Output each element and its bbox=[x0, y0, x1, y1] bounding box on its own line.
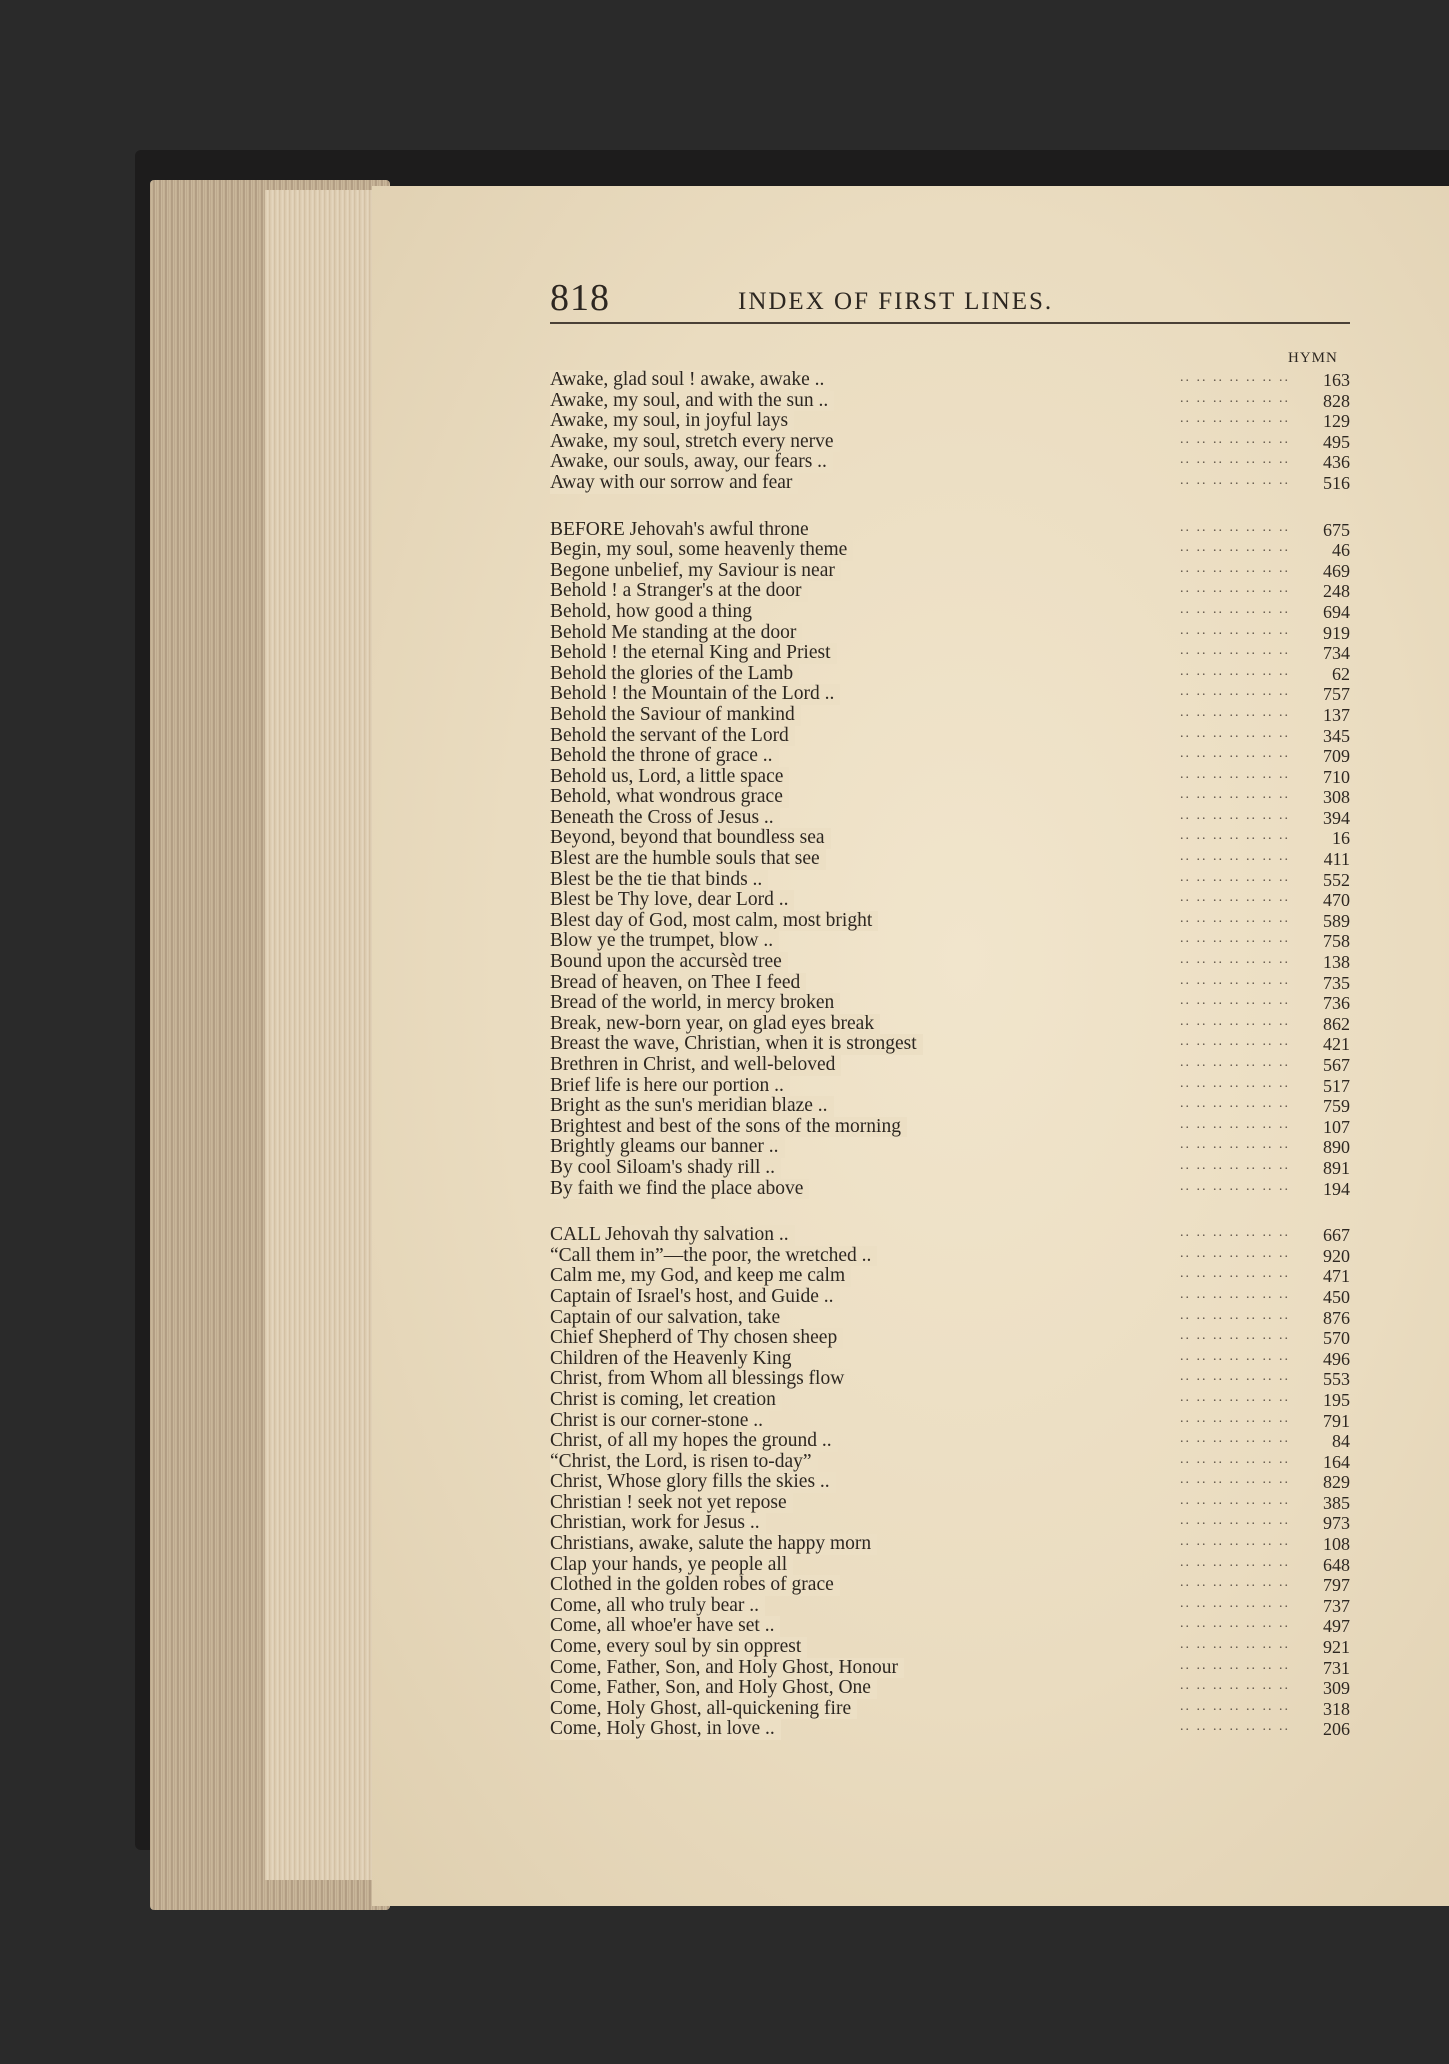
hymn-number: 495 bbox=[1323, 431, 1350, 452]
hymn-number: 734 bbox=[1323, 643, 1350, 664]
leader-dots: .. .. .. .. .. .. .. bbox=[1180, 972, 1290, 988]
index-entry bbox=[550, 1137, 1350, 1158]
first-line: Bright as the sun's meridian blaze .. bbox=[550, 1096, 834, 1117]
hymn-number: 206 bbox=[1323, 1719, 1350, 1740]
leader-dots: .. .. .. .. .. .. .. bbox=[1180, 890, 1290, 906]
page-block-edges bbox=[265, 190, 375, 1880]
index-entry bbox=[550, 581, 1350, 602]
index-entry bbox=[550, 391, 1350, 412]
leader-dots: .. .. .. .. .. .. .. bbox=[1180, 1096, 1290, 1112]
first-line: Bread of heaven, on Thee I feed bbox=[550, 973, 806, 994]
leader-dots: .. .. .. .. .. .. .. bbox=[1180, 1369, 1290, 1385]
index-entry bbox=[550, 1411, 1350, 1432]
index-entry bbox=[550, 473, 1350, 494]
leader-dots: .. .. .. .. .. .. .. bbox=[1180, 663, 1290, 679]
index-entry bbox=[550, 1719, 1350, 1740]
hymn-number: 552 bbox=[1323, 869, 1350, 890]
first-line: Awake, my soul, in joyful lays bbox=[550, 411, 794, 432]
leader-dots: .. .. .. .. .. .. .. bbox=[1180, 849, 1290, 865]
running-title: INDEX OF FIRST LINES. bbox=[738, 288, 1054, 315]
index-entry bbox=[550, 746, 1350, 767]
hymn-number: 737 bbox=[1323, 1595, 1350, 1616]
hymn-number: 107 bbox=[1323, 1116, 1350, 1137]
hymn-number: 567 bbox=[1323, 1055, 1350, 1075]
first-line: Beyond, beyond that boundless sea bbox=[550, 828, 831, 849]
hymn-number: 876 bbox=[1323, 1307, 1350, 1328]
hymn-number: 921 bbox=[1323, 1637, 1350, 1658]
first-line: Behold the Saviour of mankind bbox=[550, 705, 801, 726]
hymn-number: 450 bbox=[1323, 1286, 1350, 1307]
leader-dots: .. .. .. .. .. .. .. bbox=[1180, 540, 1290, 556]
first-line: Bread of the world, in mercy broken bbox=[550, 993, 840, 1014]
first-line: Brightly gleams our banner .. bbox=[550, 1137, 785, 1158]
first-line: CALL Jehovah thy salvation .. bbox=[550, 1225, 795, 1246]
index-entry bbox=[550, 1096, 1350, 1117]
index-entry bbox=[550, 1076, 1350, 1097]
leader-dots: .. .. .. .. .. .. .. bbox=[1180, 622, 1290, 638]
index-entry bbox=[550, 828, 1350, 849]
index-entry bbox=[550, 664, 1350, 685]
leader-dots: .. .. .. .. .. .. .. bbox=[1180, 1286, 1290, 1302]
index-entry bbox=[550, 1637, 1350, 1658]
index-entry bbox=[550, 1472, 1350, 1493]
header-rule bbox=[550, 322, 1350, 324]
first-line: Behold ! the Mountain of the Lord .. bbox=[550, 684, 840, 705]
leader-dots: .. .. .. .. .. .. .. bbox=[1180, 1328, 1290, 1344]
hymn-number: 694 bbox=[1323, 601, 1350, 622]
hymn-number: 421 bbox=[1323, 1034, 1350, 1055]
index-list bbox=[550, 370, 1350, 1740]
leader-dots: .. .. .. .. .. .. .. bbox=[1180, 411, 1290, 427]
hymn-number: 675 bbox=[1323, 519, 1350, 540]
index-entry bbox=[550, 1555, 1350, 1576]
first-line: Behold the glories of the Lamb bbox=[550, 664, 799, 685]
first-line: Come, Father, Son, and Holy Ghost, Honour bbox=[550, 1658, 904, 1679]
first-line: Come, Father, Son, and Holy Ghost, One bbox=[550, 1678, 877, 1699]
leader-dots: .. .. .. .. .. .. .. bbox=[1180, 370, 1290, 385]
index-entry bbox=[550, 890, 1350, 911]
index-entry bbox=[550, 540, 1350, 561]
first-line: Christ, from Whom all blessings flow bbox=[550, 1369, 850, 1390]
leader-dots: .. .. .. .. .. .. .. bbox=[1180, 1055, 1290, 1070]
first-line: Breast the wave, Christian, when it is strongest bbox=[550, 1034, 923, 1055]
first-line: Brethren in Christ, and well-beloved bbox=[550, 1055, 841, 1076]
leader-dots: .. .. .. .. .. .. .. bbox=[1180, 601, 1290, 617]
index-entry bbox=[550, 952, 1350, 973]
index-entry bbox=[550, 705, 1350, 726]
index-entry bbox=[550, 1055, 1350, 1076]
index-entry bbox=[550, 1575, 1350, 1596]
hymn-number: 309 bbox=[1323, 1678, 1350, 1699]
hymn-number: 862 bbox=[1323, 1013, 1350, 1034]
hymn-number: 469 bbox=[1323, 560, 1350, 581]
first-line: Come, Holy Ghost, in love .. bbox=[550, 1719, 781, 1740]
leader-dots: .. .. .. .. .. .. .. bbox=[1180, 1513, 1290, 1529]
leader-dots: .. .. .. .. .. .. .. bbox=[1180, 1225, 1290, 1241]
leader-dots: .. .. .. .. .. .. .. bbox=[1180, 787, 1290, 803]
hymn-number: 731 bbox=[1323, 1657, 1350, 1678]
hymn-number: 920 bbox=[1323, 1245, 1350, 1266]
first-line: Beneath the Cross of Jesus .. bbox=[550, 808, 780, 829]
hymn-number: 195 bbox=[1323, 1389, 1350, 1410]
leader-dots: .. .. .. .. .. .. .. bbox=[1180, 643, 1290, 659]
first-line: Come, all whoe'er have set .. bbox=[550, 1616, 780, 1637]
first-line: Awake, our souls, away, our fears .. bbox=[550, 452, 833, 473]
hymn-number: 497 bbox=[1323, 1616, 1350, 1637]
hymn-number: 919 bbox=[1323, 622, 1350, 643]
leader-dots: .. .. .. .. .. .. .. bbox=[1180, 1554, 1290, 1570]
hymn-number: 517 bbox=[1323, 1075, 1350, 1096]
index-entry bbox=[550, 1014, 1350, 1035]
hymn-number: 308 bbox=[1323, 787, 1350, 808]
hymn-number: 108 bbox=[1323, 1534, 1350, 1555]
index-entry bbox=[550, 1266, 1350, 1287]
index-entry bbox=[550, 602, 1350, 623]
hymn-number: 757 bbox=[1323, 684, 1350, 705]
first-line: Come, all who truly bear .. bbox=[550, 1596, 765, 1617]
index-entry bbox=[550, 684, 1350, 705]
hymn-number: 553 bbox=[1323, 1369, 1350, 1390]
index-entry bbox=[550, 1390, 1350, 1411]
hymn-number: 62 bbox=[1332, 663, 1350, 684]
hymn-number: 194 bbox=[1323, 1178, 1350, 1199]
leader-dots: .. .. .. .. .. .. .. bbox=[1180, 1034, 1290, 1050]
leader-dots: .. .. .. .. .. .. .. bbox=[1180, 1348, 1290, 1364]
leader-dots: .. .. .. .. .. .. .. bbox=[1180, 1472, 1290, 1488]
index-entry bbox=[550, 1431, 1350, 1452]
index-entry bbox=[550, 1179, 1350, 1200]
first-line: Behold ! the eternal King and Priest bbox=[550, 643, 837, 664]
leader-dots: .. .. .. .. .. .. .. bbox=[1180, 1595, 1290, 1611]
index-entry bbox=[550, 1328, 1350, 1349]
first-line: Behold the throne of grace .. bbox=[550, 746, 779, 767]
first-line: Blest be the tie that binds .. bbox=[550, 870, 768, 891]
hymn-number: 648 bbox=[1323, 1554, 1350, 1575]
hymn-number: 891 bbox=[1323, 1157, 1350, 1178]
leader-dots: .. .. .. .. .. .. .. bbox=[1180, 1678, 1290, 1694]
hymn-number: 471 bbox=[1323, 1266, 1350, 1287]
first-line: Brief life is here our portion .. bbox=[550, 1076, 790, 1097]
hymn-number: 736 bbox=[1323, 993, 1350, 1014]
hymn-number: 164 bbox=[1323, 1451, 1350, 1472]
first-line: Brightest and best of the sons of the morning bbox=[550, 1117, 907, 1138]
index-entry bbox=[550, 1699, 1350, 1720]
first-line: Awake, my soul, stretch every nerve bbox=[550, 432, 840, 453]
leader-dots: .. .. .. .. .. .. .. bbox=[1180, 1616, 1290, 1632]
first-line: Christian, work for Jesus .. bbox=[550, 1513, 766, 1534]
hymn-column-header: HYMN bbox=[1288, 350, 1338, 366]
leader-dots: .. .. .. .. .. .. .. bbox=[1180, 828, 1290, 844]
hymn-number: 345 bbox=[1323, 725, 1350, 746]
hymn-number: 589 bbox=[1323, 910, 1350, 931]
index-entry bbox=[550, 726, 1350, 747]
leader-dots: .. .. .. .. .. .. .. bbox=[1180, 1137, 1290, 1153]
hymn-number: 248 bbox=[1323, 581, 1350, 602]
hymn-number: 829 bbox=[1323, 1472, 1350, 1493]
leader-dots: .. .. .. .. .. .. .. bbox=[1180, 1178, 1290, 1194]
hymn-number: 411 bbox=[1323, 849, 1350, 870]
leader-dots: .. .. .. .. .. .. .. bbox=[1180, 1157, 1290, 1173]
first-line: “Call them in”—the poor, the wretched .. bbox=[550, 1246, 877, 1267]
index-entry bbox=[550, 767, 1350, 788]
hymn-number: 890 bbox=[1323, 1137, 1350, 1158]
first-line: Blest be Thy love, dear Lord .. bbox=[550, 890, 794, 911]
index-entry bbox=[550, 561, 1350, 582]
first-line: BEFORE Jehovah's awful throne bbox=[550, 520, 815, 541]
first-line: By cool Siloam's shady rill .. bbox=[550, 1158, 781, 1179]
index-entry bbox=[550, 1225, 1350, 1246]
leader-dots: .. .. .. .. .. .. .. bbox=[1180, 1637, 1290, 1653]
first-line: Christ is our corner-stone .. bbox=[550, 1411, 769, 1432]
first-line: By faith we find the place above bbox=[550, 1179, 809, 1200]
leader-dots: .. .. .. .. .. .. .. bbox=[1180, 1075, 1290, 1091]
index-entry bbox=[550, 1616, 1350, 1637]
hymn-number: 138 bbox=[1323, 952, 1350, 973]
leader-dots: .. .. .. .. .. .. .. bbox=[1180, 519, 1290, 535]
first-line: Blow ye the trumpet, blow .. bbox=[550, 931, 779, 952]
first-line: Behold ! a Stranger's at the door bbox=[550, 581, 808, 602]
first-line: Clap your hands, ye people all bbox=[550, 1555, 793, 1576]
first-line: Awake, my soul, and with the sun .. bbox=[550, 391, 834, 412]
index-entry bbox=[550, 1658, 1350, 1679]
hymn-number: 973 bbox=[1323, 1513, 1350, 1534]
index-entry bbox=[550, 1287, 1350, 1308]
index-entry bbox=[550, 1493, 1350, 1514]
leader-dots: .. .. .. .. .. .. .. bbox=[1180, 1013, 1290, 1029]
hymn-number: 129 bbox=[1323, 411, 1350, 432]
first-line: Begone unbelief, my Saviour is near bbox=[550, 561, 841, 582]
index-entry bbox=[550, 452, 1350, 473]
hymn-number: 436 bbox=[1323, 452, 1350, 473]
section-gap bbox=[550, 1199, 1350, 1225]
leader-dots: .. .. .. .. .. .. .. bbox=[1180, 1698, 1290, 1714]
index-entry bbox=[550, 623, 1350, 644]
book-page bbox=[372, 186, 1449, 1906]
first-line: Captain of our salvation, take bbox=[550, 1308, 786, 1329]
hymn-number: 791 bbox=[1323, 1410, 1350, 1431]
first-line: Break, new-born year, on glad eyes break bbox=[550, 1014, 880, 1035]
hymn-number: 758 bbox=[1323, 931, 1350, 952]
hymn-number: 759 bbox=[1323, 1096, 1350, 1117]
hymn-number: 46 bbox=[1332, 540, 1350, 561]
leader-dots: .. .. .. .. .. .. .. bbox=[1180, 910, 1290, 926]
index-entry bbox=[550, 993, 1350, 1014]
leader-dots: .. .. .. .. .. .. .. bbox=[1180, 581, 1290, 597]
first-line: Begin, my soul, some heavenly theme bbox=[550, 540, 853, 561]
first-line: Calm me, my God, and keep me calm bbox=[550, 1266, 851, 1287]
leader-dots: .. .. .. .. .. .. .. bbox=[1180, 746, 1290, 762]
first-line: Behold Me standing at the door bbox=[550, 623, 802, 644]
index-entry bbox=[550, 870, 1350, 891]
section-gap bbox=[550, 494, 1350, 520]
index-entry bbox=[550, 1513, 1350, 1534]
index-entry bbox=[550, 808, 1350, 829]
hymn-number: 318 bbox=[1323, 1698, 1350, 1719]
leader-dots: .. .. .. .. .. .. .. bbox=[1180, 431, 1290, 447]
hymn-number: 797 bbox=[1323, 1575, 1350, 1596]
first-line: Awake, glad soul ! awake, awake .. bbox=[550, 370, 830, 391]
leader-dots: .. .. .. .. .. .. .. bbox=[1180, 684, 1290, 700]
first-line: Bound upon the accursèd tree bbox=[550, 952, 788, 973]
index-entry bbox=[550, 1246, 1350, 1267]
hymn-number: 516 bbox=[1323, 472, 1350, 493]
leader-dots: .. .. .. .. .. .. .. bbox=[1180, 1266, 1290, 1282]
first-line: Chief Shepherd of Thy chosen sheep bbox=[550, 1328, 843, 1349]
leader-dots: .. .. .. .. .. .. .. bbox=[1180, 1657, 1290, 1673]
first-line: Christian ! seek not yet repose bbox=[550, 1493, 793, 1514]
hymn-number: 667 bbox=[1323, 1225, 1350, 1246]
first-line: Christ is coming, let creation bbox=[550, 1390, 782, 1411]
index-entry bbox=[550, 1158, 1350, 1179]
hymn-number: 570 bbox=[1323, 1328, 1350, 1349]
index-entry bbox=[550, 643, 1350, 664]
leader-dots: .. .. .. .. .. .. .. bbox=[1180, 869, 1290, 885]
index-entry bbox=[550, 432, 1350, 453]
leader-dots: .. .. .. .. .. .. .. bbox=[1180, 1719, 1290, 1735]
leader-dots: .. .. .. .. .. .. .. bbox=[1180, 931, 1290, 947]
leader-dots: .. .. .. .. .. .. .. bbox=[1180, 807, 1290, 823]
index-entry bbox=[550, 911, 1350, 932]
index-entry bbox=[550, 411, 1350, 432]
first-line: Behold, how good a thing bbox=[550, 602, 758, 623]
index-entry bbox=[550, 931, 1350, 952]
hymn-number: 710 bbox=[1323, 766, 1350, 787]
leader-dots: .. .. .. .. .. .. .. bbox=[1180, 452, 1290, 468]
hymn-number: 470 bbox=[1323, 890, 1350, 911]
index-entry bbox=[550, 973, 1350, 994]
first-line: Away with our sorrow and fear bbox=[550, 473, 798, 494]
leader-dots: .. .. .. .. .. .. .. bbox=[1180, 952, 1290, 968]
leader-dots: .. .. .. .. .. .. .. bbox=[1180, 1492, 1290, 1508]
first-line: Behold, what wondrous grace bbox=[550, 787, 789, 808]
first-line: Behold us, Lord, a little space bbox=[550, 767, 789, 788]
first-line: Christians, awake, salute the happy morn bbox=[550, 1534, 877, 1555]
leader-dots: .. .. .. .. .. .. .. bbox=[1180, 1410, 1290, 1426]
first-line: Christ, Whose glory fills the skies .. bbox=[550, 1472, 836, 1493]
index-entry bbox=[550, 1452, 1350, 1473]
index-entry bbox=[550, 370, 1350, 391]
leader-dots: .. .. .. .. .. .. .. bbox=[1180, 560, 1290, 576]
leader-dots: .. .. .. .. .. .. .. bbox=[1180, 993, 1290, 1009]
running-head bbox=[550, 276, 1220, 336]
hymn-number: 709 bbox=[1323, 746, 1350, 767]
first-line: Come, every soul by sin opprest bbox=[550, 1637, 807, 1658]
first-line: Children of the Heavenly King bbox=[550, 1349, 798, 1370]
hymn-number: 394 bbox=[1323, 807, 1350, 828]
index-entry bbox=[550, 1678, 1350, 1699]
leader-dots: .. .. .. .. .. .. .. bbox=[1180, 704, 1290, 720]
index-entry bbox=[550, 1349, 1350, 1370]
first-line: Captain of Israel's host, and Guide .. bbox=[550, 1287, 840, 1308]
leader-dots: .. .. .. .. .. .. .. bbox=[1180, 1431, 1290, 1447]
index-entry bbox=[550, 520, 1350, 541]
first-line: Christ, of all my hopes the ground .. bbox=[550, 1431, 838, 1452]
first-line: Behold the servant of the Lord bbox=[550, 726, 795, 747]
index-entry bbox=[550, 1596, 1350, 1617]
first-line: “Christ, the Lord, is risen to-day” bbox=[550, 1452, 818, 1473]
index-entry bbox=[550, 1369, 1350, 1390]
leader-dots: .. .. .. .. .. .. .. bbox=[1180, 1307, 1290, 1323]
hymn-number: 735 bbox=[1323, 972, 1350, 993]
hymn-number: 828 bbox=[1323, 390, 1350, 411]
index-entry bbox=[550, 787, 1350, 808]
first-line: Clothed in the golden robes of grace bbox=[550, 1575, 840, 1596]
leader-dots: .. .. .. .. .. .. .. bbox=[1180, 1575, 1290, 1591]
index-entry bbox=[550, 1034, 1350, 1055]
leader-dots: .. .. .. .. .. .. .. bbox=[1180, 1534, 1290, 1550]
hymn-number: 385 bbox=[1323, 1492, 1350, 1513]
leader-dots: .. .. .. .. .. .. .. bbox=[1180, 390, 1290, 406]
hymn-number: 163 bbox=[1323, 370, 1350, 390]
hymn-number: 496 bbox=[1323, 1348, 1350, 1369]
first-line: Blest day of God, most calm, most bright bbox=[550, 911, 878, 932]
leader-dots: .. .. .. .. .. .. .. bbox=[1180, 725, 1290, 741]
leader-dots: .. .. .. .. .. .. .. bbox=[1180, 1245, 1290, 1261]
index-entry bbox=[550, 849, 1350, 870]
leader-dots: .. .. .. .. .. .. .. bbox=[1180, 472, 1290, 488]
index-entry bbox=[550, 1308, 1350, 1329]
page-number: 818 bbox=[550, 277, 610, 319]
leader-dots: .. .. .. .. .. .. .. bbox=[1180, 1451, 1290, 1467]
hymn-number: 137 bbox=[1323, 704, 1350, 725]
hymn-number: 16 bbox=[1332, 828, 1350, 849]
leader-dots: .. .. .. .. .. .. .. bbox=[1180, 1389, 1290, 1405]
hymn-number: 84 bbox=[1332, 1431, 1350, 1452]
leader-dots: .. .. .. .. .. .. .. bbox=[1180, 766, 1290, 782]
first-line: Come, Holy Ghost, all-quickening fire bbox=[550, 1699, 857, 1720]
index-entry bbox=[550, 1534, 1350, 1555]
leader-dots: .. .. .. .. .. .. .. bbox=[1180, 1116, 1290, 1132]
first-line: Blest are the humble souls that see bbox=[550, 849, 826, 870]
index-entry bbox=[550, 1117, 1350, 1138]
